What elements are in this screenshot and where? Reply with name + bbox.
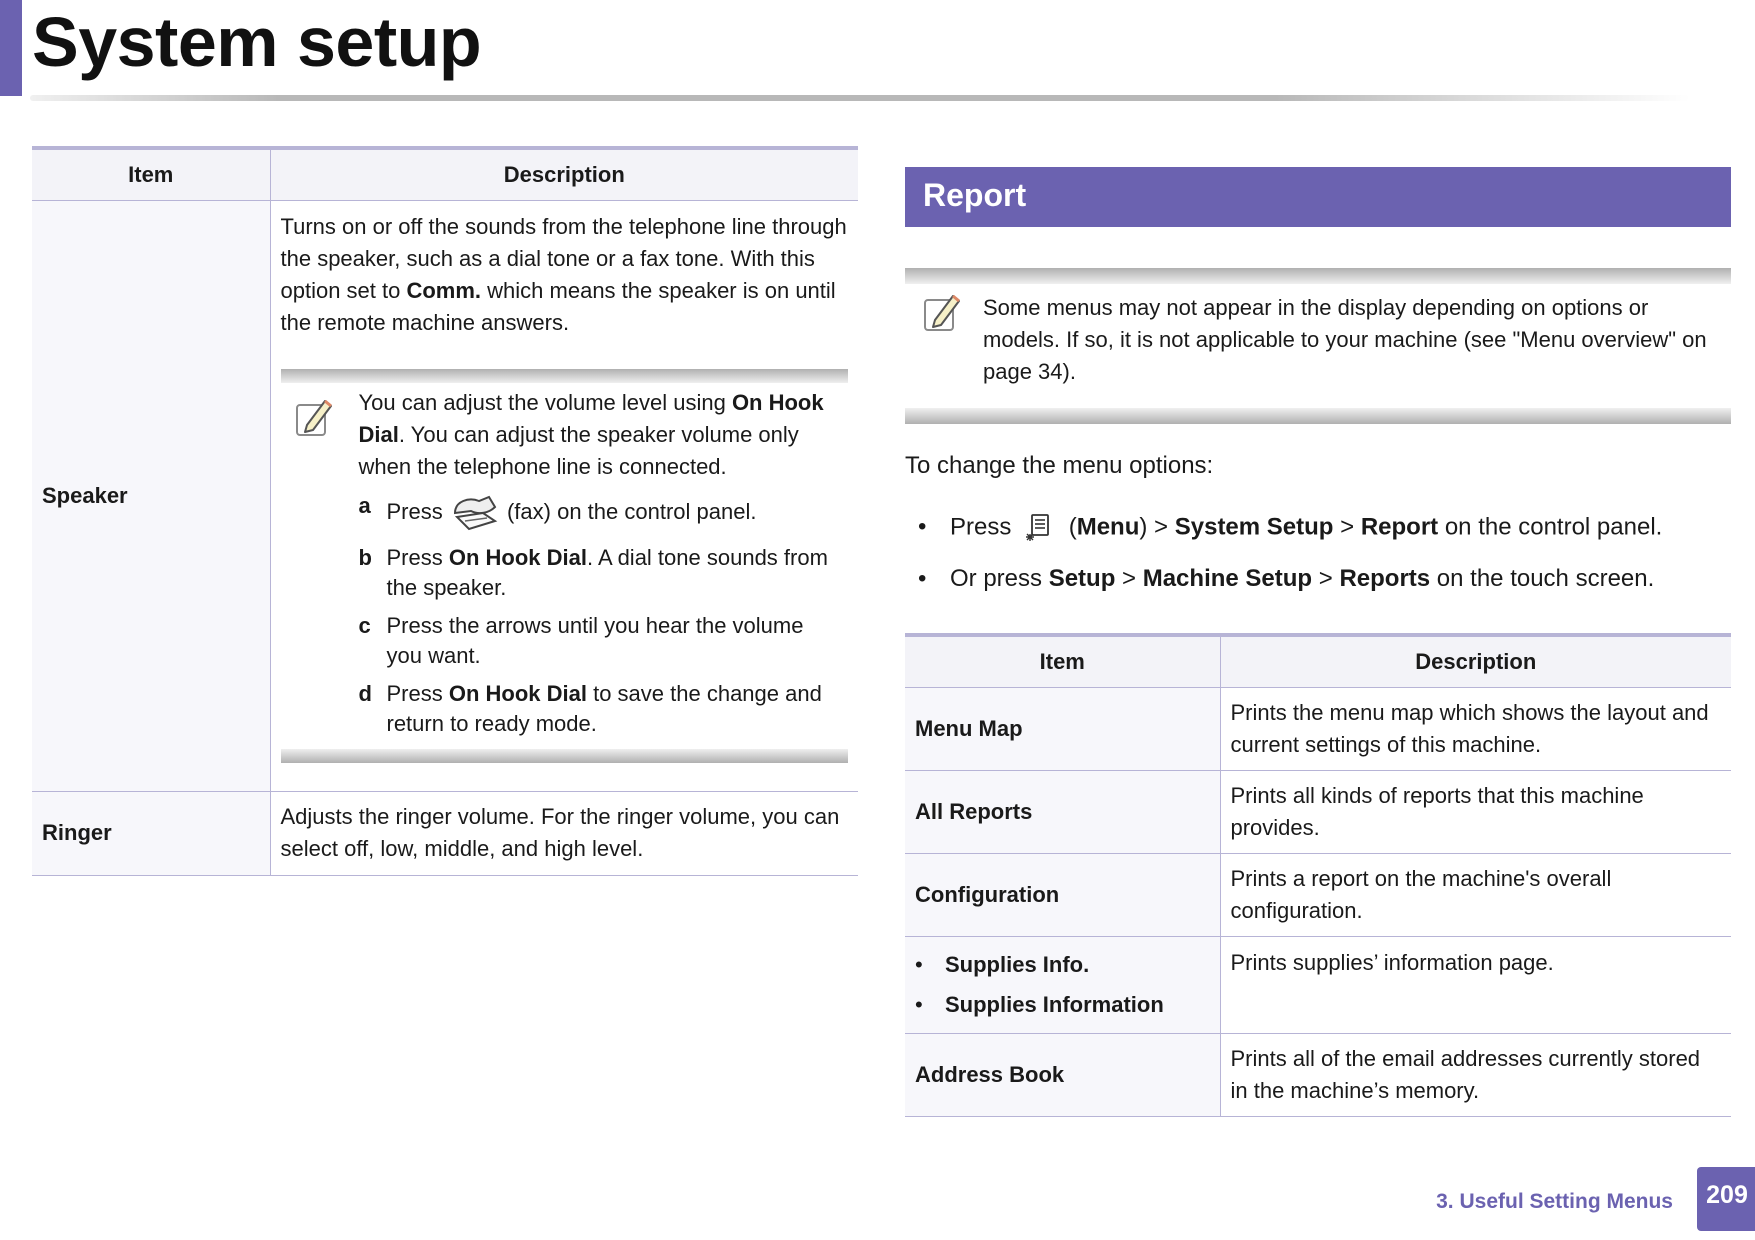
bullet-dot: • (918, 513, 927, 541)
step-text (387, 491, 843, 535)
step-text (387, 679, 843, 739)
bullet-reports: Reports (1339, 565, 1431, 592)
column-header-item: Item (905, 635, 1220, 687)
speaker-description-cell (270, 200, 858, 791)
separator: > (1318, 565, 1333, 592)
item-supplies (905, 936, 1220, 1033)
column-header-item: Item (32, 148, 270, 200)
speaker-desc-bold: Comm. (406, 277, 482, 303)
column-header-description: Description (1220, 635, 1731, 687)
table-row (905, 1033, 1731, 1116)
step-b-pre: Press (386, 544, 449, 570)
step-letter: c (358, 612, 371, 638)
table-header-row (32, 148, 858, 200)
step-a-post: (fax) on the control panel. (500, 498, 757, 524)
section-heading-report: Report (905, 167, 1731, 227)
table-row (905, 936, 1731, 1033)
bullet-machine-setup: Machine Setup (1142, 565, 1313, 592)
report-options-table (905, 633, 1731, 1117)
step-letter: d (358, 680, 372, 706)
bullet-dot: • (915, 951, 923, 977)
item-all-reports: All Reports (905, 770, 1220, 853)
fax-icon (449, 491, 501, 535)
note-bold: On Hook Dial (358, 389, 824, 447)
page-number: 209 (1697, 1167, 1755, 1231)
item-configuration: Configuration (905, 853, 1220, 936)
step-letter: a (358, 492, 371, 518)
step-d-bold: On Hook Dial (448, 680, 587, 706)
header-accent-bar (0, 0, 22, 96)
speaker-description (281, 211, 849, 339)
bullet-tail: on the control panel. (1444, 513, 1663, 541)
note-bottom-bar (905, 408, 1731, 424)
step-c (359, 611, 843, 671)
bullet-system-setup: System Setup (1174, 513, 1334, 541)
report-note-box (905, 268, 1731, 424)
item-menu-map: Menu Map (905, 687, 1220, 770)
step-d-pre: Press (386, 680, 449, 706)
table-row (32, 791, 858, 875)
item-speaker: Speaker (32, 200, 270, 791)
title-rule (30, 95, 1690, 101)
note-top-bar (905, 268, 1731, 284)
step-d-post: to save the change and return to ready mode. (386, 680, 822, 736)
row-description: Prints the menu map which shows the layout and current settings of this machine. (1220, 687, 1731, 770)
note-pencil-icon (921, 290, 965, 334)
report-note-text: Some menus may not appear in the display depending on options or models. If so, it is not applicable to your machine (see "Menu overview" on page 34). (983, 295, 1707, 384)
step-a-pre: Press (386, 498, 449, 524)
row-description: Prints a report on the machine's overall configuration. (1220, 853, 1731, 936)
note-content (359, 387, 843, 739)
step-b-bold: On Hook Dial (448, 544, 587, 570)
ringer-description: Adjusts the ringer volume. For the ringer volume, you can select off, low, middle, and high level. (270, 791, 858, 875)
speaker-desc-text: Turns on or off the sounds from the telephone line through the speaker, such as a dial tone or a fax tone. With this option set to (280, 213, 847, 303)
item-ringer: Ringer (32, 791, 270, 875)
note-box (281, 369, 849, 763)
row-description: Prints all kinds of reports that this machine provides. (1220, 770, 1731, 853)
menu-paren-open: ( (1068, 513, 1077, 541)
bullet-menu: Menu (1076, 513, 1140, 541)
row-description: Prints supplies’ information page. (1220, 936, 1731, 1033)
note-text: You can adjust the volume level using (358, 389, 732, 415)
step-a (359, 491, 843, 535)
step-text (387, 543, 843, 603)
speaker-desc-text-end: which means the speaker is on until the remote machine answers. (280, 277, 836, 335)
bullet-dot: • (918, 565, 927, 592)
item-address-book: Address Book (905, 1033, 1220, 1116)
note-pencil-icon (293, 395, 337, 439)
table-header-row (905, 635, 1731, 687)
column-header-description: Description (270, 148, 858, 200)
item-supplies-info: Supplies Info. (945, 951, 1090, 977)
step-b-post: . A dial tone sounds from the speaker. (386, 544, 828, 600)
table-row (905, 853, 1731, 936)
row-description: Prints all of the email addresses currently stored in the machine’s memory. (1220, 1033, 1731, 1116)
table-row (905, 770, 1731, 853)
page-title: System setup (32, 3, 482, 81)
menu-icon (1022, 512, 1058, 544)
note-paragraph (359, 387, 843, 483)
sub-item (915, 985, 1210, 1025)
instruction-bullet-control-panel (918, 512, 1662, 544)
speaker-settings-table (32, 146, 858, 876)
step-text: Press the arrows until you hear the volume you want. (386, 612, 804, 668)
separator: > (1122, 565, 1137, 592)
bullet-dot: • (915, 991, 923, 1017)
separator: > (1154, 513, 1169, 541)
table-row (32, 200, 858, 791)
separator: > (1340, 513, 1355, 541)
bullet-press: Press (950, 513, 1012, 541)
step-b (359, 543, 843, 603)
instruction-bullet-touch-screen (918, 565, 1654, 593)
intro-text: To change the menu options: (905, 452, 1214, 479)
step-letter: b (358, 544, 372, 570)
bullet-report: Report (1360, 513, 1439, 541)
bullet-setup: Setup (1048, 565, 1116, 592)
sub-item (915, 945, 1210, 985)
table-row (905, 687, 1731, 770)
note-text-end: . You can adjust the speaker volume only when the telephone line is connected. (358, 421, 799, 479)
footer-chapter: 3. Useful Setting Menus (1436, 1190, 1673, 1213)
menu-paren-close: ) (1139, 513, 1148, 541)
bullet-tail: on the touch screen. (1436, 565, 1655, 592)
step-d (359, 679, 843, 739)
item-supplies-information: Supplies Information (945, 991, 1164, 1017)
bullet-or-press: Or press (950, 565, 1043, 592)
